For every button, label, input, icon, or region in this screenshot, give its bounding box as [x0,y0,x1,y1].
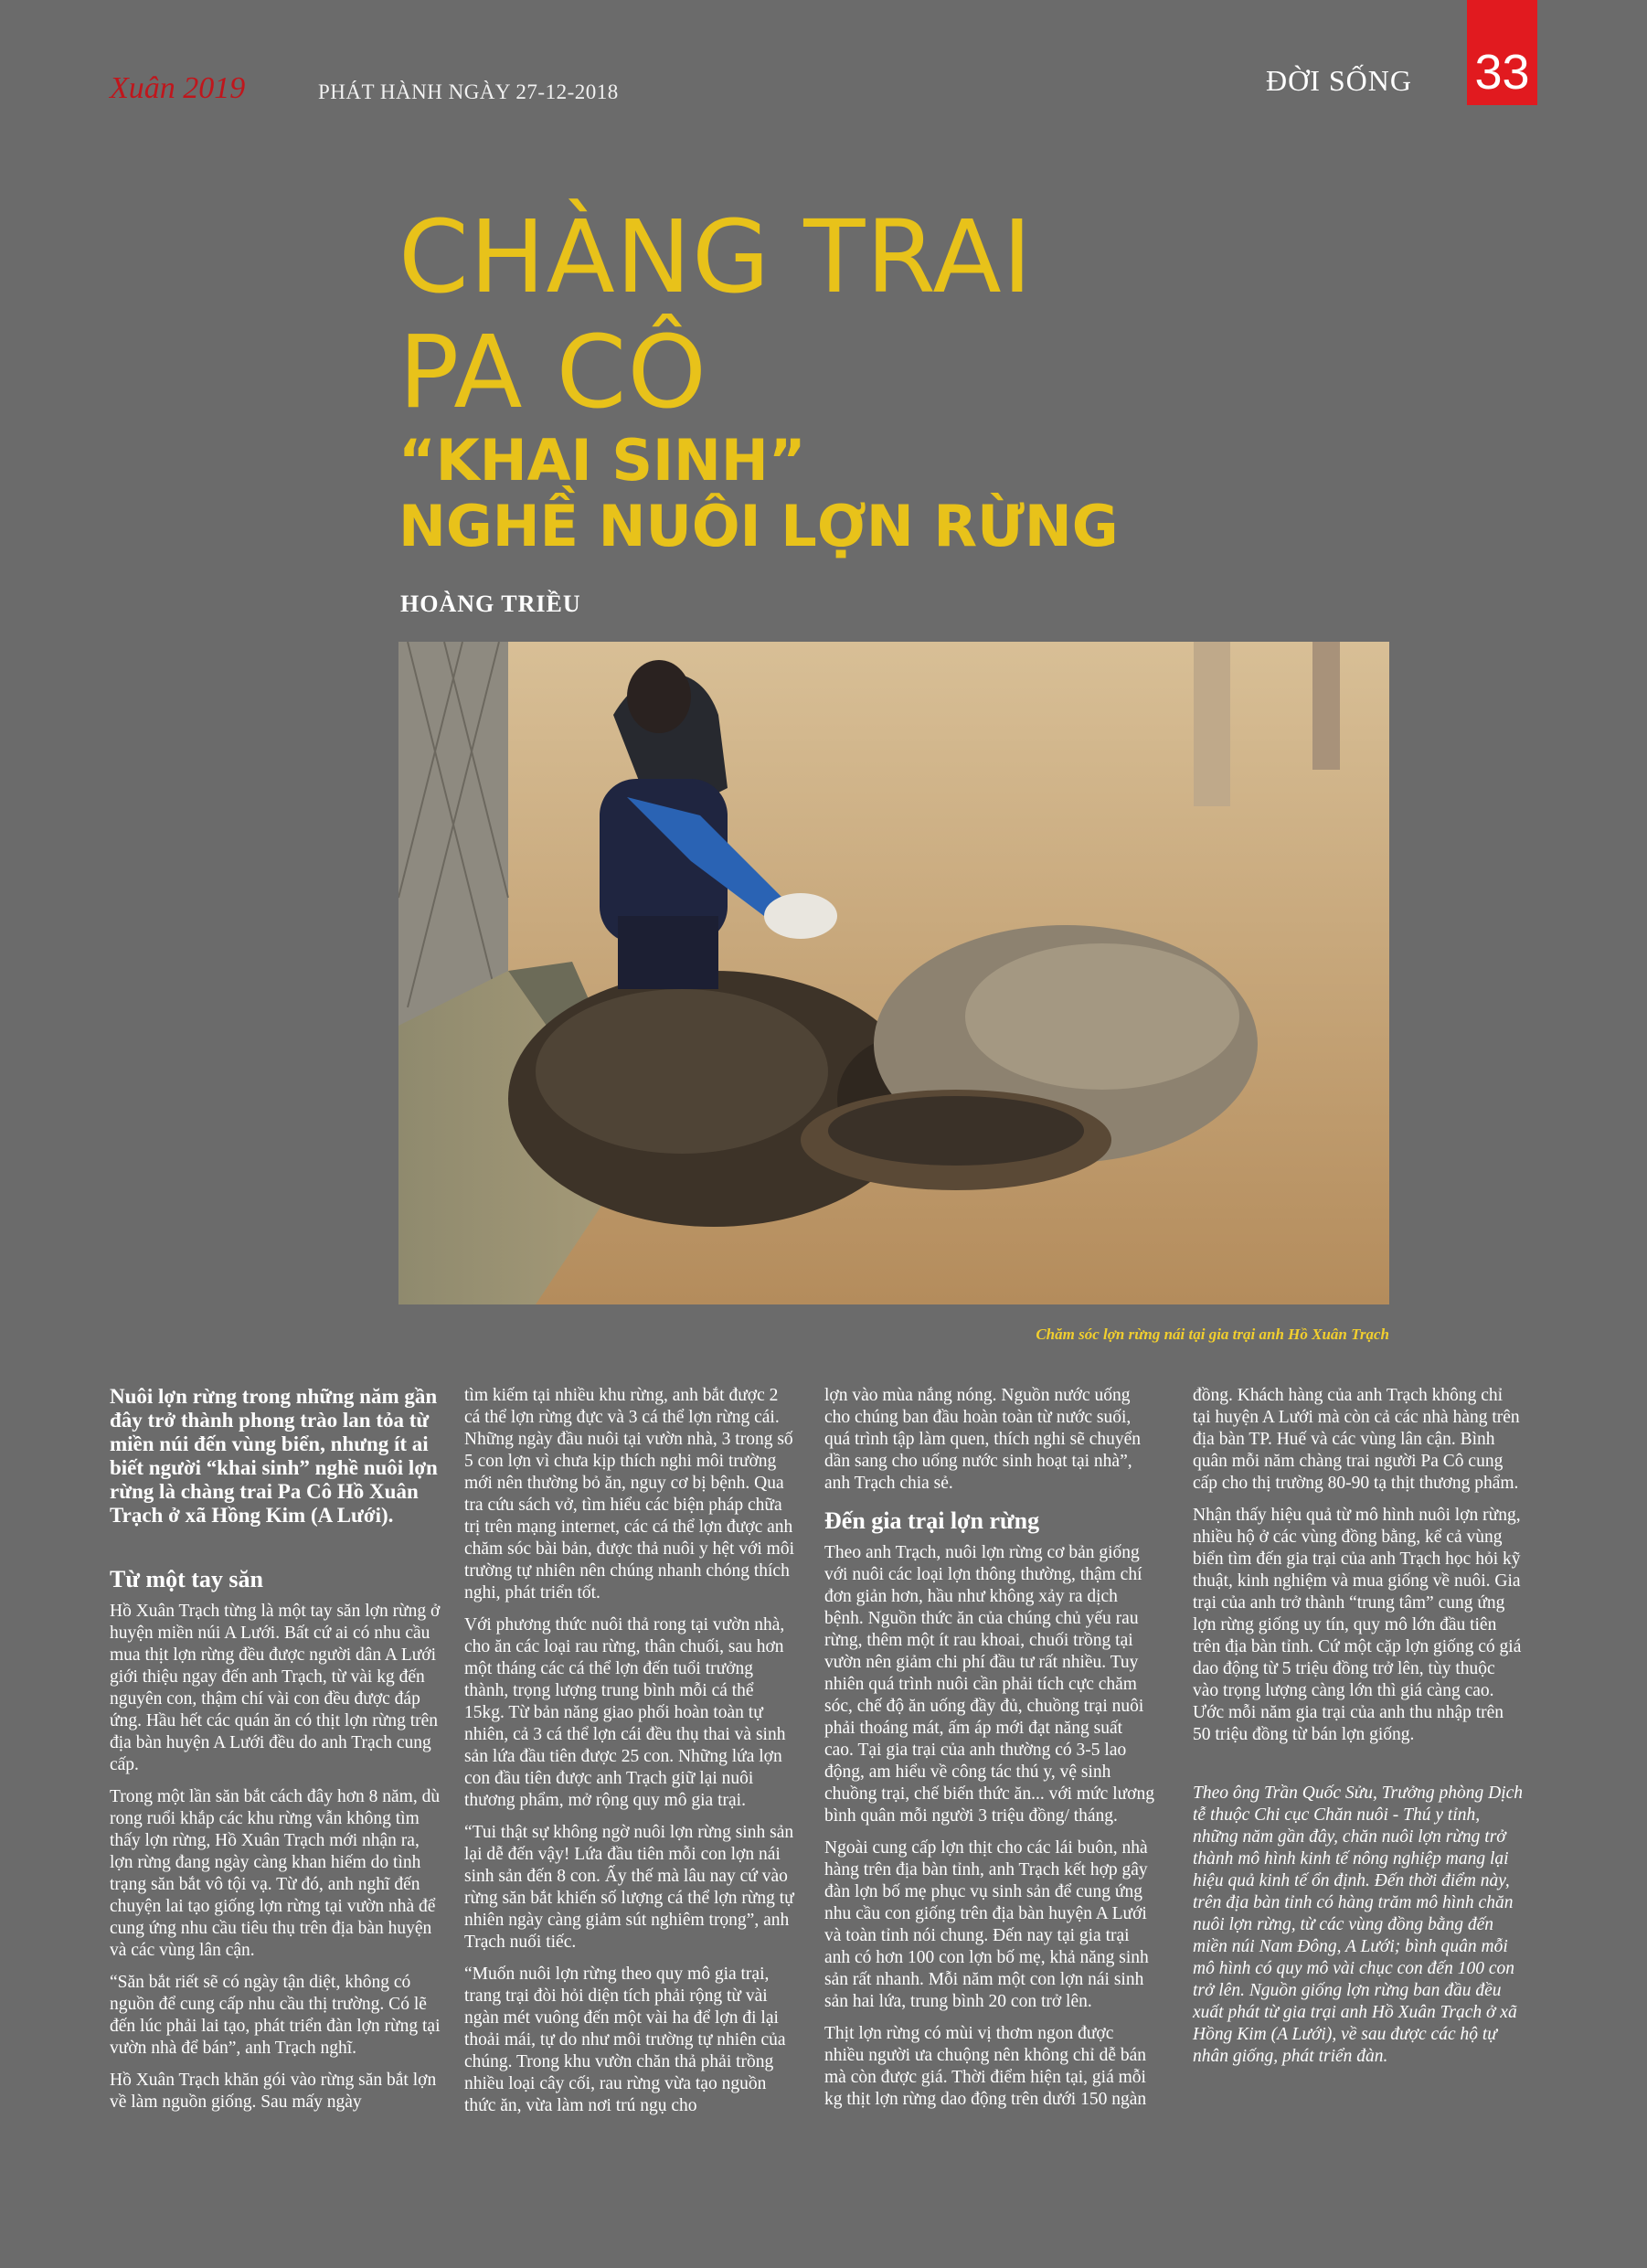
headline-main [398,199,1033,430]
release-date: PHÁT HÀNH NGÀY 27-12-2018 [318,80,619,103]
paragraph: “Muốn nuôi lợn rừng theo quy mô gia trại, trang trại đòi hỏi diện tích phải rộng từ vài ngàn mét vuông đến một vài ha để lợn đi lại thoải mái, tự do như môi trường tự nhiên của chúng. Trong khu vườn chăn thả phải trồng nhiều loại cây cối, rau rừng vừa tạo nguồn thức ăn, vừa làm nơi trú ngụ cho [464,1965,786,2115]
photo-caption: Chăm sóc lợn rừng nái tại gia trại anh Hồ Xuân Trạch [1036,1326,1389,1343]
paragraph: Thịt lợn rừng có mùi vị thơm ngon được nhiều người ưa chuộng nên không chỉ dễ bán mà còn được giá. Thời điểm hiện tại, giá mỗi kg thịt lợn rừng dao động trên dưới 150 ngàn [824,2024,1147,2109]
paragraph: tìm kiếm tại nhiều khu rừng, anh bắt được 2 cá thể lợn rừng đực và 3 cá thể lợn rừng cái. Những ngày đầu nuôi tại vườn nhà, 3 trong số 5 con lợn vì chưa kịp thích nghi môi trường mới nên thường bỏ ăn, nguy cơ bị bệnh. Qua tra cứu sách vở, tìm hiểu các biện pháp chữa trị trên mạng internet, các cá thể lợn được anh chăm sóc bài bản, được thả nuôi y hệt với môi trường tự nhiên nên chúng nhanh chóng thích nghi, phát triển tốt. [464,1386,794,1603]
paragraph: đồng. Khách hàng của anh Trạch không chỉ tại huyện A Lưới mà còn cả các nhà hàng trên địa bàn TP. Huế và các vùng lân cận. Bình quân mỗi năm chàng trai người Pa Cô cung cấp cho thị trường 80-90 tạ thịt thương phẩm. [1193,1386,1520,1493]
page-number: 33 [1474,45,1530,100]
paragraph: Hồ Xuân Trạch khăn gói vào rừng săn bắt lợn về làm nguồn giống. Sau mấy ngày [110,2071,437,2112]
paragraph: Nhận thấy hiệu quả từ mô hình nuôi lợn rừng, nhiều hộ ở các vùng đồng bằng, kể cả vùng biển tìm đến gia trại của anh Trạch học hỏi kỹ thuật, kinh nghiệm và mua giống về nuôi. Gia trại của anh trở thành “trung tâm” cung ứng lợn rừng giống uy tín, quy mô lớn đầu tiên trên địa bàn tỉnh. Cứ một cặp lợn giống có giá dao động từ 5 triệu đồng trở lên, tùy thuộc vào trọng lượng càng lớn thì giá càng cao. Ước mỗi năm gia trại của anh thu nhập trên 50 triệu đồng từ bán lợn giống. [1193,1506,1522,1744]
headline-line-1: CHÀNG TRAI [398,198,1034,315]
paragraph: “Tui thật sự không ngờ nuôi lợn rừng sinh sản lại dễ đến vậy! Lứa đầu tiên mỗi con lợn nái sinh sản đến 8 con. Ấy thế mà lâu nay cứ vào rừng săn bắt khiến số lượng cá thể lợn rừng tự nhiên ngày càng giảm sút nghiêm trọng”, anh Trạch nuối tiếc. [464,1823,794,1952]
article-column-1 [110,1385,441,2124]
paragraph: Hồ Xuân Trạch từng là một tay săn lợn rừng ở huyện miền núi A Lưới. Bất cứ ai có nhu cầu mua thịt lợn rừng đều được người dân A Lưới giới thiệu ngay đến anh Trạch, từ vài kg đến nguyên con, thậm chí vài con đều được đáp ứng. Hầu hết các quán ăn có thịt lợn rừng trên địa bàn huyện A Lưới đều do anh Trạch cung cấp. [110,1602,441,1774]
paragraph: Ngoài cung cấp lợn thịt cho các lái buôn, nhà hàng trên địa bàn tỉnh, anh Trạch kết hợp gây đàn lợn bố mẹ phục vụ sinh sản để cung ứng nhu cầu con giống trên địa bàn huyện A Lưới và toàn tỉnh nói chung. Đến nay tại gia trại anh có hơn 100 con lợn bố mẹ, khả năng sinh sản rất nhanh. Mỗi năm một con lợn nái sinh sản hai lứa, trung bình 20 con trở lên. [824,1838,1149,2011]
headline-sub [398,428,1119,559]
paragraph: Với phương thức nuôi thả rong tại vườn nhà, cho ăn các loại rau rừng, thân chuối, sau hơn một tháng các cá thể lợn đến tuổi trưởng thành, trọng lượng trung bình mỗi cá thể 15kg. Từ bản năng giao phối hoàn toàn tự nhiên, cả 3 cá thể lợn cái đều thụ thai và sinh sản lứa đầu tiên được 25 con. Những lứa lợn con đầu tiên được anh Trạch giữ lại nuôi thương phẩm, mở rộng quy mô gia trại. [464,1615,786,1810]
wild-pigs-feeding-illustration [398,642,1389,1304]
article-column-2 [464,1385,795,2127]
article-column-3 [824,1385,1155,2121]
byline: HOÀNG TRIỀU [400,591,581,617]
paragraph: lợn vào mùa nắng nóng. Nguồn nước uống cho chúng ban đầu hoàn toàn từ nước suối, quá trình tập làm quen, thích nghi sẽ chuyển dần sang cho uống nước sinh hoạt tại nhà”, anh Trạch chia sẻ. [824,1386,1142,1493]
headline-line-2: PA CÔ [398,314,707,431]
paragraph: “Săn bắt riết sẽ có ngày tận diệt, không có nguồn để cung cấp nhu cầu thị trường. Có lẽ đến lúc phải lai tạo, phát triển đàn lợn rừng tại vườn nhà để bán”, anh Trạch nghĩ. [110,1973,441,2058]
subheading-2: Đến gia trại lợn rừng [824,1507,1040,1534]
article-column-4 [1193,1385,1524,2078]
subheading-1: Từ một tay săn [110,1566,263,1592]
headline-line-3: “KHAI SINH” [398,427,806,494]
article-photo [398,642,1389,1304]
issue-label: Xuân 2019 [110,71,246,105]
section-name: ĐỜI SỐNG [1266,64,1412,97]
lead-paragraph: Nuôi lợn rừng trong những năm gần đây trở thành phong trào lan tỏa từ miền núi đến vùng biển, nhưng ít ai biết người “khai sinh” nghề nuôi lợn rừng là chàng trai Pa Cô Hồ Xuân Trạch ở xã Hồng Kim (A Lưới). [110,1385,438,1527]
expert-quote-paragraph: Theo ông Trần Quốc Sửu, Trưởng phòng Dịch tễ thuộc Chi cục Chăn nuôi - Thú y tỉnh, những năm gần đây, chăn nuôi lợn rừng trở thành mô hình kinh tế nông nghiệp mang lại hiệu quả kinh tế ổn định. Đến thời điểm này, trên địa bàn tỉnh có hàng trăm mô hình chăn nuôi lợn rừng, từ các vùng đồng bằng đến miền núi Nam Đông, A Lưới; bình quân mỗi mô hình có quy mô vài chục con đến 100 con trở lên. Nguồn giống lợn rừng ban đầu đều xuất phát từ gia trại anh Hồ Xuân Trạch ở xã Hồng Kim (A Lưới), về sau được các hộ tự nhân giống, phát triển đàn. [1193,1784,1524,2066]
paragraph: Trong một lần săn bắt cách đây hơn 8 năm, dù rong ruổi khắp các khu rừng vẫn không tìm thấy lợn rừng, Hồ Xuân Trạch mới nhận ra, lợn rừng đang ngày càng khan hiếm do tình trạng săn bắt vô tội vạ. Từ đó, anh nghĩ đến chuyện lai tạo giống lợn rừng tại vườn nhà để cung ứng nhu cầu tiêu thụ trên địa bàn huyện và các vùng lân cận. [110,1787,441,1960]
paragraph: Theo anh Trạch, nuôi lợn rừng cơ bản giống với nuôi các loại lợn thông thường, thậm chí đơn giản hơn, hầu như không xảy ra dịch bệnh. Nguồn thức ăn của chúng chủ yếu rau rừng, thêm một ít rau khoai, chuối trồng tại vườn nên giảm chi phí đầu tư rất nhiều. Tuy nhiên quá trình nuôi cần phải tích cực chăm sóc, chế độ ăn uống đầy đủ, chuồng trại nuôi phải thoáng mát, ấm áp mới đạt năng suất cao. Tại gia trại của anh thường có 3-5 lao động, am hiểu về công tác thú y, vệ sinh chuồng trại, chế biến thức ăn... với mức lương bình quân mỗi người 3 triệu đồng/ tháng. [824,1543,1154,1826]
headline-line-4: NGHỀ NUÔI LỢN RỪNG [398,493,1119,559]
